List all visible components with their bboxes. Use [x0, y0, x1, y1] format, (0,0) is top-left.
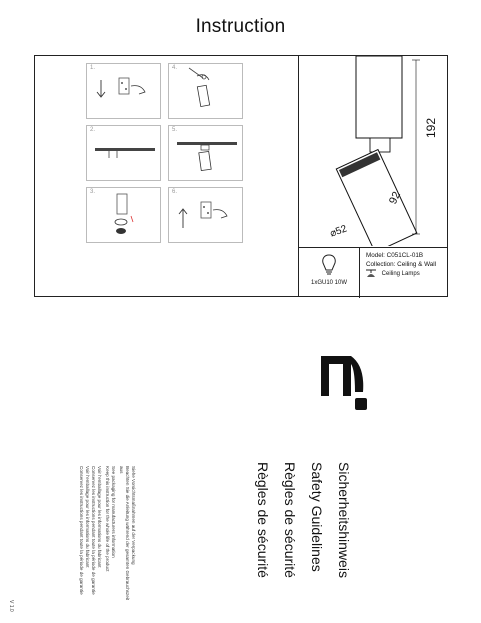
safety-line: Beachten Sie die Anleitung während der gesamten Gebrauchszeit	[125, 466, 130, 601]
height-dimension: 192	[424, 117, 438, 138]
family-label: Ceiling Lamps	[381, 271, 420, 278]
brand-logo	[321, 356, 369, 412]
step-6	[168, 187, 243, 243]
length-dimension: 92	[387, 189, 404, 207]
step-number: 3.	[90, 189, 96, 195]
step-4	[168, 63, 243, 119]
step-3-illustration	[87, 188, 162, 244]
step-1	[86, 63, 161, 119]
version-label: V 1.0	[8, 600, 14, 612]
product-drawing	[298, 56, 448, 246]
diameter-dimension: ⌀52	[328, 223, 349, 240]
installation-steps	[86, 63, 330, 299]
step-number: 2.	[90, 127, 96, 133]
bulb-spec	[298, 248, 360, 298]
safety-line: Keep this instruction for the whole life of the product	[105, 466, 110, 572]
safety-line: See packaging for manufacturers information	[111, 466, 116, 558]
safety-heading-fr-2: Règles de sécurité	[255, 462, 271, 578]
step-number: 6.	[172, 189, 178, 195]
step-1-illustration	[87, 64, 162, 120]
lamp-type: 1xGU10 10W	[310, 280, 347, 286]
collection-name: Collection: Ceiling & Wall	[366, 261, 437, 268]
ceiling-lamp-icon	[366, 269, 376, 278]
step-2-illustration	[87, 126, 162, 182]
step-number: 1.	[90, 65, 96, 71]
safety-line: Voir l'emballage pour les informations du fabricant	[85, 466, 90, 568]
bulb-icon	[320, 253, 338, 277]
step-4-illustration	[169, 64, 244, 120]
step-6-illustration	[169, 188, 244, 244]
model-number: Model: C051CL-01B	[366, 252, 424, 259]
safety-heading-de: Sicherheitshinweis	[336, 462, 352, 578]
safety-line: aus	[119, 466, 124, 474]
safety-heading-en: Safety Guidelines	[309, 462, 325, 572]
model-info	[366, 251, 436, 269]
step-5-illustration	[169, 126, 244, 182]
safety-line: Conservez les instructions pendant toute la période de garantie	[79, 466, 84, 595]
step-2	[86, 125, 161, 181]
product-family	[366, 269, 420, 278]
step-number: 4.	[172, 65, 178, 71]
safety-line: Conservez les instructions pendant toute la période de garantie	[91, 466, 96, 595]
step-number: 5.	[172, 127, 178, 133]
safety-heading-fr: Règles de sécurité	[282, 462, 298, 578]
step-5	[168, 125, 243, 181]
safety-line: Voir l'emballage pour les informations du fabricant	[97, 466, 102, 568]
product-info-box	[298, 247, 448, 297]
safety-line: Siehe Vorsichtsmaßnahmen auf der Verpackung	[131, 466, 136, 565]
step-3	[86, 187, 161, 243]
page-title: Instruction	[195, 16, 286, 37]
